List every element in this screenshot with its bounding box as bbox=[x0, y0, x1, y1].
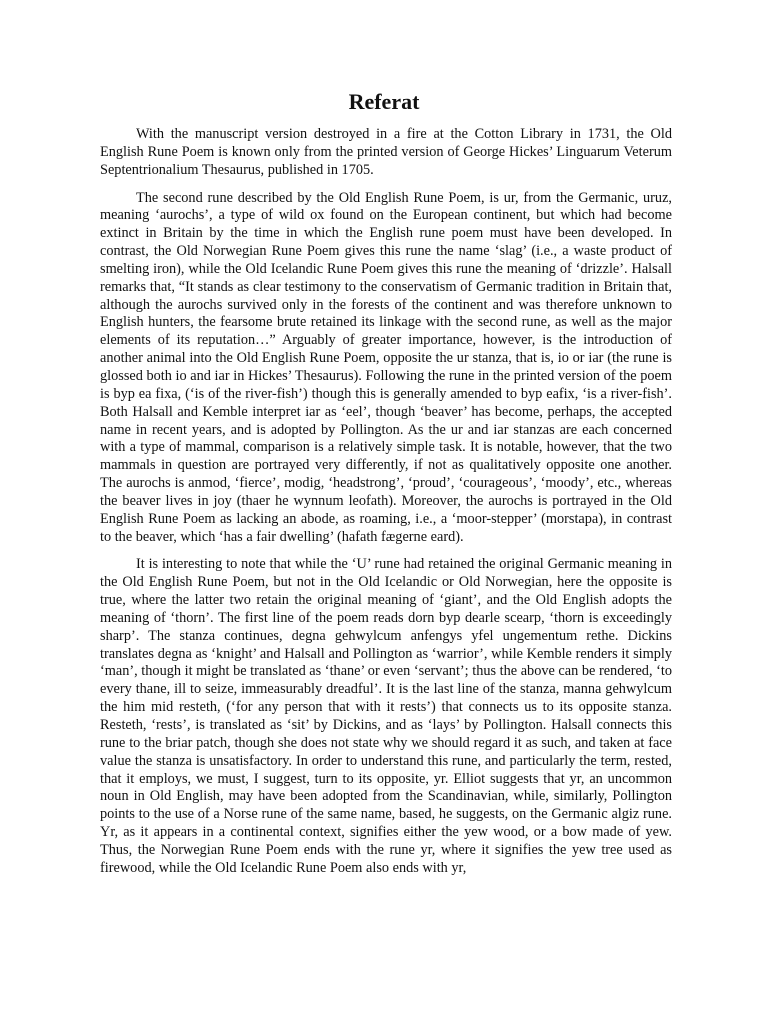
paragraph-3: It is interesting to note that while the ‘U’ rune had retained the original Germanic meaning in the Old English Rune Poem, but not in the Old Icelandic or Old Norwegian, here the opposite is true, where the latter two retain the original meaning of ‘giant’, and the Old English adopts the meaning of ‘thorn’. The first line of the poem reads dorn byp dearle scearp, ‘thorn is exceedingly sharp’. The stanza continues, degna gehwylcum anfengys yfel ungementum rethe. Dickins translates degna as ‘knight’ and Halsall and Pollington as ‘warrior’, while Kemble renders it simply ‘man’, though it might be translated as ‘thane’ or even ‘servant’; thus the above can be rendered, ‘to every thane, ill to seize, immeasurably dreadful’. It is the last line of the stanza, manna gehwylcum the him mid resteth, (‘for any person that with it rests’) that connects us to its opposite stanza. Resteth, ‘rests’, is translated as ‘sit’ by Dickins, and as ‘lays’ by Pollington. Halsall connects this rune to the briar patch, though she does not state why we should regard it as such, and taken at face value the stanza is unsatisfactory. In order to understand this rune, and particularly the term, rested, that it employs, we must, I suggest, turn to its opposite, yr. Elliot suggests that yr, an uncommon noun in Old English, may have been adopted from the Scandinavian, while, similarly, Pollington points to the use of a Norse rune of the same name, based, he suggests, on the Germanic algiz rune. Yr, as it appears in a continental context, signifies either the yew wood, or a bow made of yew. Thus, the Norwegian Rune Poem ends with the rune yr, where it signifies the yew tree used as firewood, while the Old Icelandic Rune Poem also ends with yr, bbox=[100, 556, 672, 876]
paragraph-1: With the manuscript version destroyed in a fire at the Cotton Library in 1731, the Old English Rune Poem is known only from the printed version of George Hickes’ Linguarum Veterum Septentrionalium Thesaurus, published in 1705. bbox=[100, 126, 672, 178]
paragraph-2: The second rune described by the Old English Rune Poem, is ur, from the Germanic, uruz, meaning ‘aurochs’, a type of wild ox found on the European continent, but which had become extinct in Britain by the time in which the English rune poem must have been developed. In contrast, the Old Norwegian Rune Poem gives this rune the name ‘slag’ (i.e., a waste product of smelting iron), while the Old Icelandic Rune Poem gives this rune the meaning of ‘drizzle’. Halsall remarks that, “It stands as clear testimony to the conservatism of Germanic tradition in Britain that, although the aurochs survived only in the forests of the continent and was therefore unknown to English hunters, the fearsome brute retained its linkage with the second rune, as well as the major elements of its reputation…” Arguably of greater importance, however, is the introduction of another animal into the Old English Rune Poem, opposite the ur stanza, that is, io or iar (the rune is glossed both io and iar in Hickes’ Thesaurus). Following the rune in the printed version of the poem is byp ea fixa, (‘is of the river-fish’) though this is generally amended to byp eafix, ‘is a river-fish’. Both Halsall and Kemble interpret iar as ‘eel’, though ‘beaver’ has become, perhaps, the accepted name in recent years, and is adopted by Pollington. As the ur and iar stanzas are each concerned with a type of mammal, comparison is a relatively simple task. It is notable, however, that the two mammals in question are portrayed very differently, if not as qualitatively opposite one another. The aurochs is anmod, ‘fierce’, modig, ‘headstrong’, ‘proud’, ‘courageous’, ‘moody’, etc., whereas the beaver lives in joy (thaer he wynnum leofath). Moreover, the aurochs is portrayed in the Old English Rune Poem as lacking an abode, as roaming, i.e., a ‘moor-stepper’ (morstapa), in contrast to the beaver, which ‘has a fair dwelling’ (hafath fægerne eard). bbox=[100, 189, 672, 545]
document-body bbox=[100, 126, 672, 878]
document-title: Referat bbox=[348, 89, 420, 114]
